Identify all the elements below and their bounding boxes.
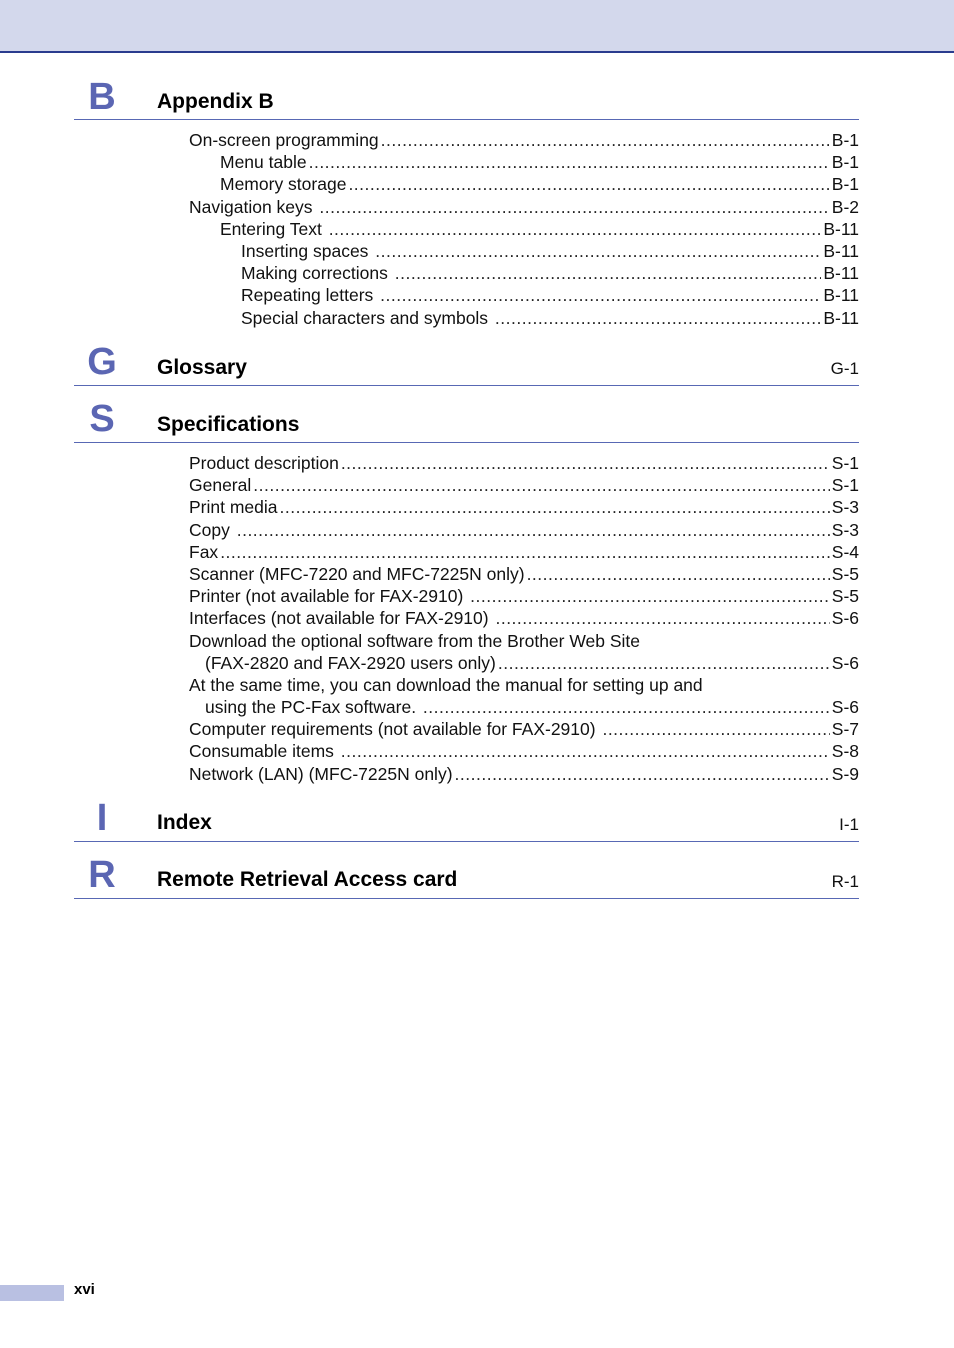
toc-entry-label: Memory storage bbox=[220, 174, 347, 195]
toc-entry-page: B-1 bbox=[831, 174, 859, 195]
section-index bbox=[74, 795, 859, 842]
toc-entry-label: Making corrections bbox=[241, 263, 393, 284]
dot-leader bbox=[380, 284, 821, 306]
toc-entry[interactable] bbox=[189, 541, 859, 563]
toc-entry-label: Copy bbox=[189, 519, 235, 540]
appendix-b-toc bbox=[189, 129, 859, 329]
toc-entry[interactable] bbox=[189, 173, 859, 195]
toc-entry[interactable] bbox=[189, 284, 859, 306]
dot-leader bbox=[602, 718, 829, 740]
toc-entry[interactable] bbox=[189, 652, 859, 674]
toc-entry[interactable] bbox=[189, 496, 859, 518]
toc-entry[interactable] bbox=[189, 307, 859, 329]
toc-entry[interactable] bbox=[189, 240, 859, 262]
toc-entry-label: General bbox=[189, 475, 252, 496]
toc-entry[interactable] bbox=[189, 218, 859, 240]
toc-entry-page: B-1 bbox=[831, 130, 859, 150]
toc-entry-page: S-1 bbox=[831, 453, 859, 473]
toc-entry-label: Printer (not available for FAX-2910) bbox=[189, 586, 469, 607]
toc-entry[interactable] bbox=[189, 474, 859, 496]
toc-entry-label: At the same time, you can download the manual for setting up and bbox=[189, 674, 703, 695]
toc-entry-label: Repeating letters bbox=[241, 285, 379, 306]
page-number: xvi bbox=[74, 1281, 95, 1298]
toc-entry-label: Menu table bbox=[220, 152, 307, 173]
toc-entry-label: Interfaces (not available for FAX-2910) bbox=[189, 608, 494, 629]
toc-entry-label: using the PC-Fax software. bbox=[205, 697, 421, 718]
dot-leader bbox=[280, 496, 830, 518]
toc-entry-label: Entering Text bbox=[220, 218, 327, 239]
section-heading bbox=[74, 74, 859, 120]
section-glossary bbox=[74, 339, 859, 386]
toc-entry-page: S-6 bbox=[831, 652, 859, 673]
toc-entry-first-line[interactable] bbox=[189, 674, 859, 696]
toc-entry-page: S-3 bbox=[831, 497, 859, 518]
section-page: G-1 bbox=[830, 359, 859, 378]
dot-leader bbox=[319, 196, 829, 218]
specifications-toc bbox=[189, 452, 859, 785]
dot-leader bbox=[348, 173, 829, 195]
section-letter: B bbox=[88, 76, 116, 118]
toc-entry-page: S-9 bbox=[831, 763, 859, 784]
section-page: R-1 bbox=[831, 872, 859, 891]
section-heading bbox=[74, 396, 859, 443]
section-letter: I bbox=[96, 797, 108, 839]
section-title[interactable]: Appendix B bbox=[157, 90, 274, 113]
toc-entry-page: S-8 bbox=[831, 741, 859, 762]
toc-entry-label: Print media bbox=[189, 497, 278, 518]
toc-entry[interactable] bbox=[189, 740, 859, 762]
toc-entry-page: S-6 bbox=[831, 697, 859, 718]
toc-entry-page: B-11 bbox=[823, 263, 859, 284]
toc-entry-label: (FAX-2820 and FAX-2920 users only) bbox=[205, 652, 496, 673]
header-band bbox=[0, 0, 954, 53]
toc-entry[interactable] bbox=[189, 129, 859, 151]
toc-entry-page: S-5 bbox=[831, 563, 859, 584]
dot-leader bbox=[470, 585, 830, 607]
toc-entry[interactable] bbox=[189, 519, 859, 541]
toc-entry[interactable] bbox=[189, 696, 859, 718]
toc-entry-first-line[interactable] bbox=[189, 630, 859, 652]
toc-entry-page: S-1 bbox=[831, 475, 859, 496]
section-letter: S bbox=[89, 398, 115, 440]
toc-entry-page: S-7 bbox=[831, 719, 859, 740]
toc-entry-label: Special characters and symbols bbox=[241, 307, 493, 328]
toc-entry-label: Scanner (MFC-7220 and MFC-7225N only) bbox=[189, 563, 525, 584]
dot-leader bbox=[495, 607, 829, 629]
dot-leader bbox=[395, 262, 822, 284]
toc-entry[interactable] bbox=[189, 763, 859, 785]
toc-entry[interactable] bbox=[189, 196, 859, 218]
footer-band bbox=[0, 1285, 64, 1301]
toc-entry-label: Inserting spaces bbox=[241, 240, 374, 261]
toc-entry-page: B-11 bbox=[823, 240, 859, 261]
toc-entry-label: Download the optional software from the Brother Web Site bbox=[189, 630, 641, 651]
toc-entry-label: Computer requirements (not available for FAX-2910) bbox=[189, 719, 601, 740]
section-title[interactable]: Glossary bbox=[157, 356, 247, 379]
section-heading bbox=[74, 339, 859, 386]
dot-leader bbox=[381, 129, 830, 151]
toc-entry-page: B-1 bbox=[831, 152, 859, 173]
toc-entry-label: Navigation keys bbox=[189, 196, 318, 217]
dot-leader bbox=[309, 151, 830, 173]
dot-leader bbox=[498, 652, 830, 674]
toc-entry[interactable] bbox=[189, 563, 859, 585]
toc-entry[interactable] bbox=[189, 262, 859, 284]
dot-leader bbox=[455, 763, 830, 785]
section-appendix-b bbox=[74, 74, 859, 120]
toc-entry-label: Consumable items bbox=[189, 741, 339, 762]
toc-entry-page: B-11 bbox=[823, 307, 859, 328]
dot-leader bbox=[423, 696, 830, 718]
dot-leader bbox=[375, 240, 821, 262]
toc-entry-page: B-11 bbox=[823, 285, 859, 306]
section-title[interactable]: Remote Retrieval Access card bbox=[157, 868, 458, 891]
dot-leader bbox=[495, 307, 821, 329]
section-remote-retrieval bbox=[74, 852, 859, 899]
section-specifications bbox=[74, 396, 859, 443]
toc-entry-label: Fax bbox=[189, 541, 219, 562]
dot-leader bbox=[341, 740, 830, 762]
toc-entry[interactable] bbox=[189, 452, 859, 474]
section-title[interactable]: Index bbox=[157, 811, 212, 834]
dot-leader bbox=[220, 541, 830, 563]
section-heading bbox=[74, 795, 859, 842]
section-page: I-1 bbox=[839, 815, 859, 834]
toc-entry-page: S-5 bbox=[831, 586, 859, 607]
dot-leader bbox=[253, 474, 830, 496]
section-letter: R bbox=[88, 854, 116, 896]
toc-entry-label: On-screen programming bbox=[189, 130, 379, 150]
toc-entry-page: B-2 bbox=[831, 196, 859, 217]
dot-leader bbox=[341, 452, 830, 474]
toc-entry[interactable] bbox=[189, 607, 859, 629]
section-letter: G bbox=[87, 341, 117, 383]
toc-entry-page: S-6 bbox=[831, 608, 859, 629]
section-title[interactable]: Specifications bbox=[157, 413, 300, 436]
toc-entry[interactable] bbox=[189, 585, 859, 607]
dot-leader bbox=[237, 519, 830, 541]
toc-entry-label: Network (LAN) (MFC-7225N only) bbox=[189, 763, 453, 784]
dot-leader bbox=[527, 563, 830, 585]
toc-entry-page: S-4 bbox=[831, 541, 859, 562]
toc-entry-page: S-3 bbox=[831, 519, 859, 540]
section-heading bbox=[74, 852, 859, 899]
toc-entry[interactable] bbox=[189, 718, 859, 740]
dot-leader bbox=[329, 218, 822, 240]
toc-entry[interactable] bbox=[189, 151, 859, 173]
toc-entry-page: B-11 bbox=[823, 218, 859, 239]
toc-entry-label: Product description bbox=[189, 453, 339, 473]
